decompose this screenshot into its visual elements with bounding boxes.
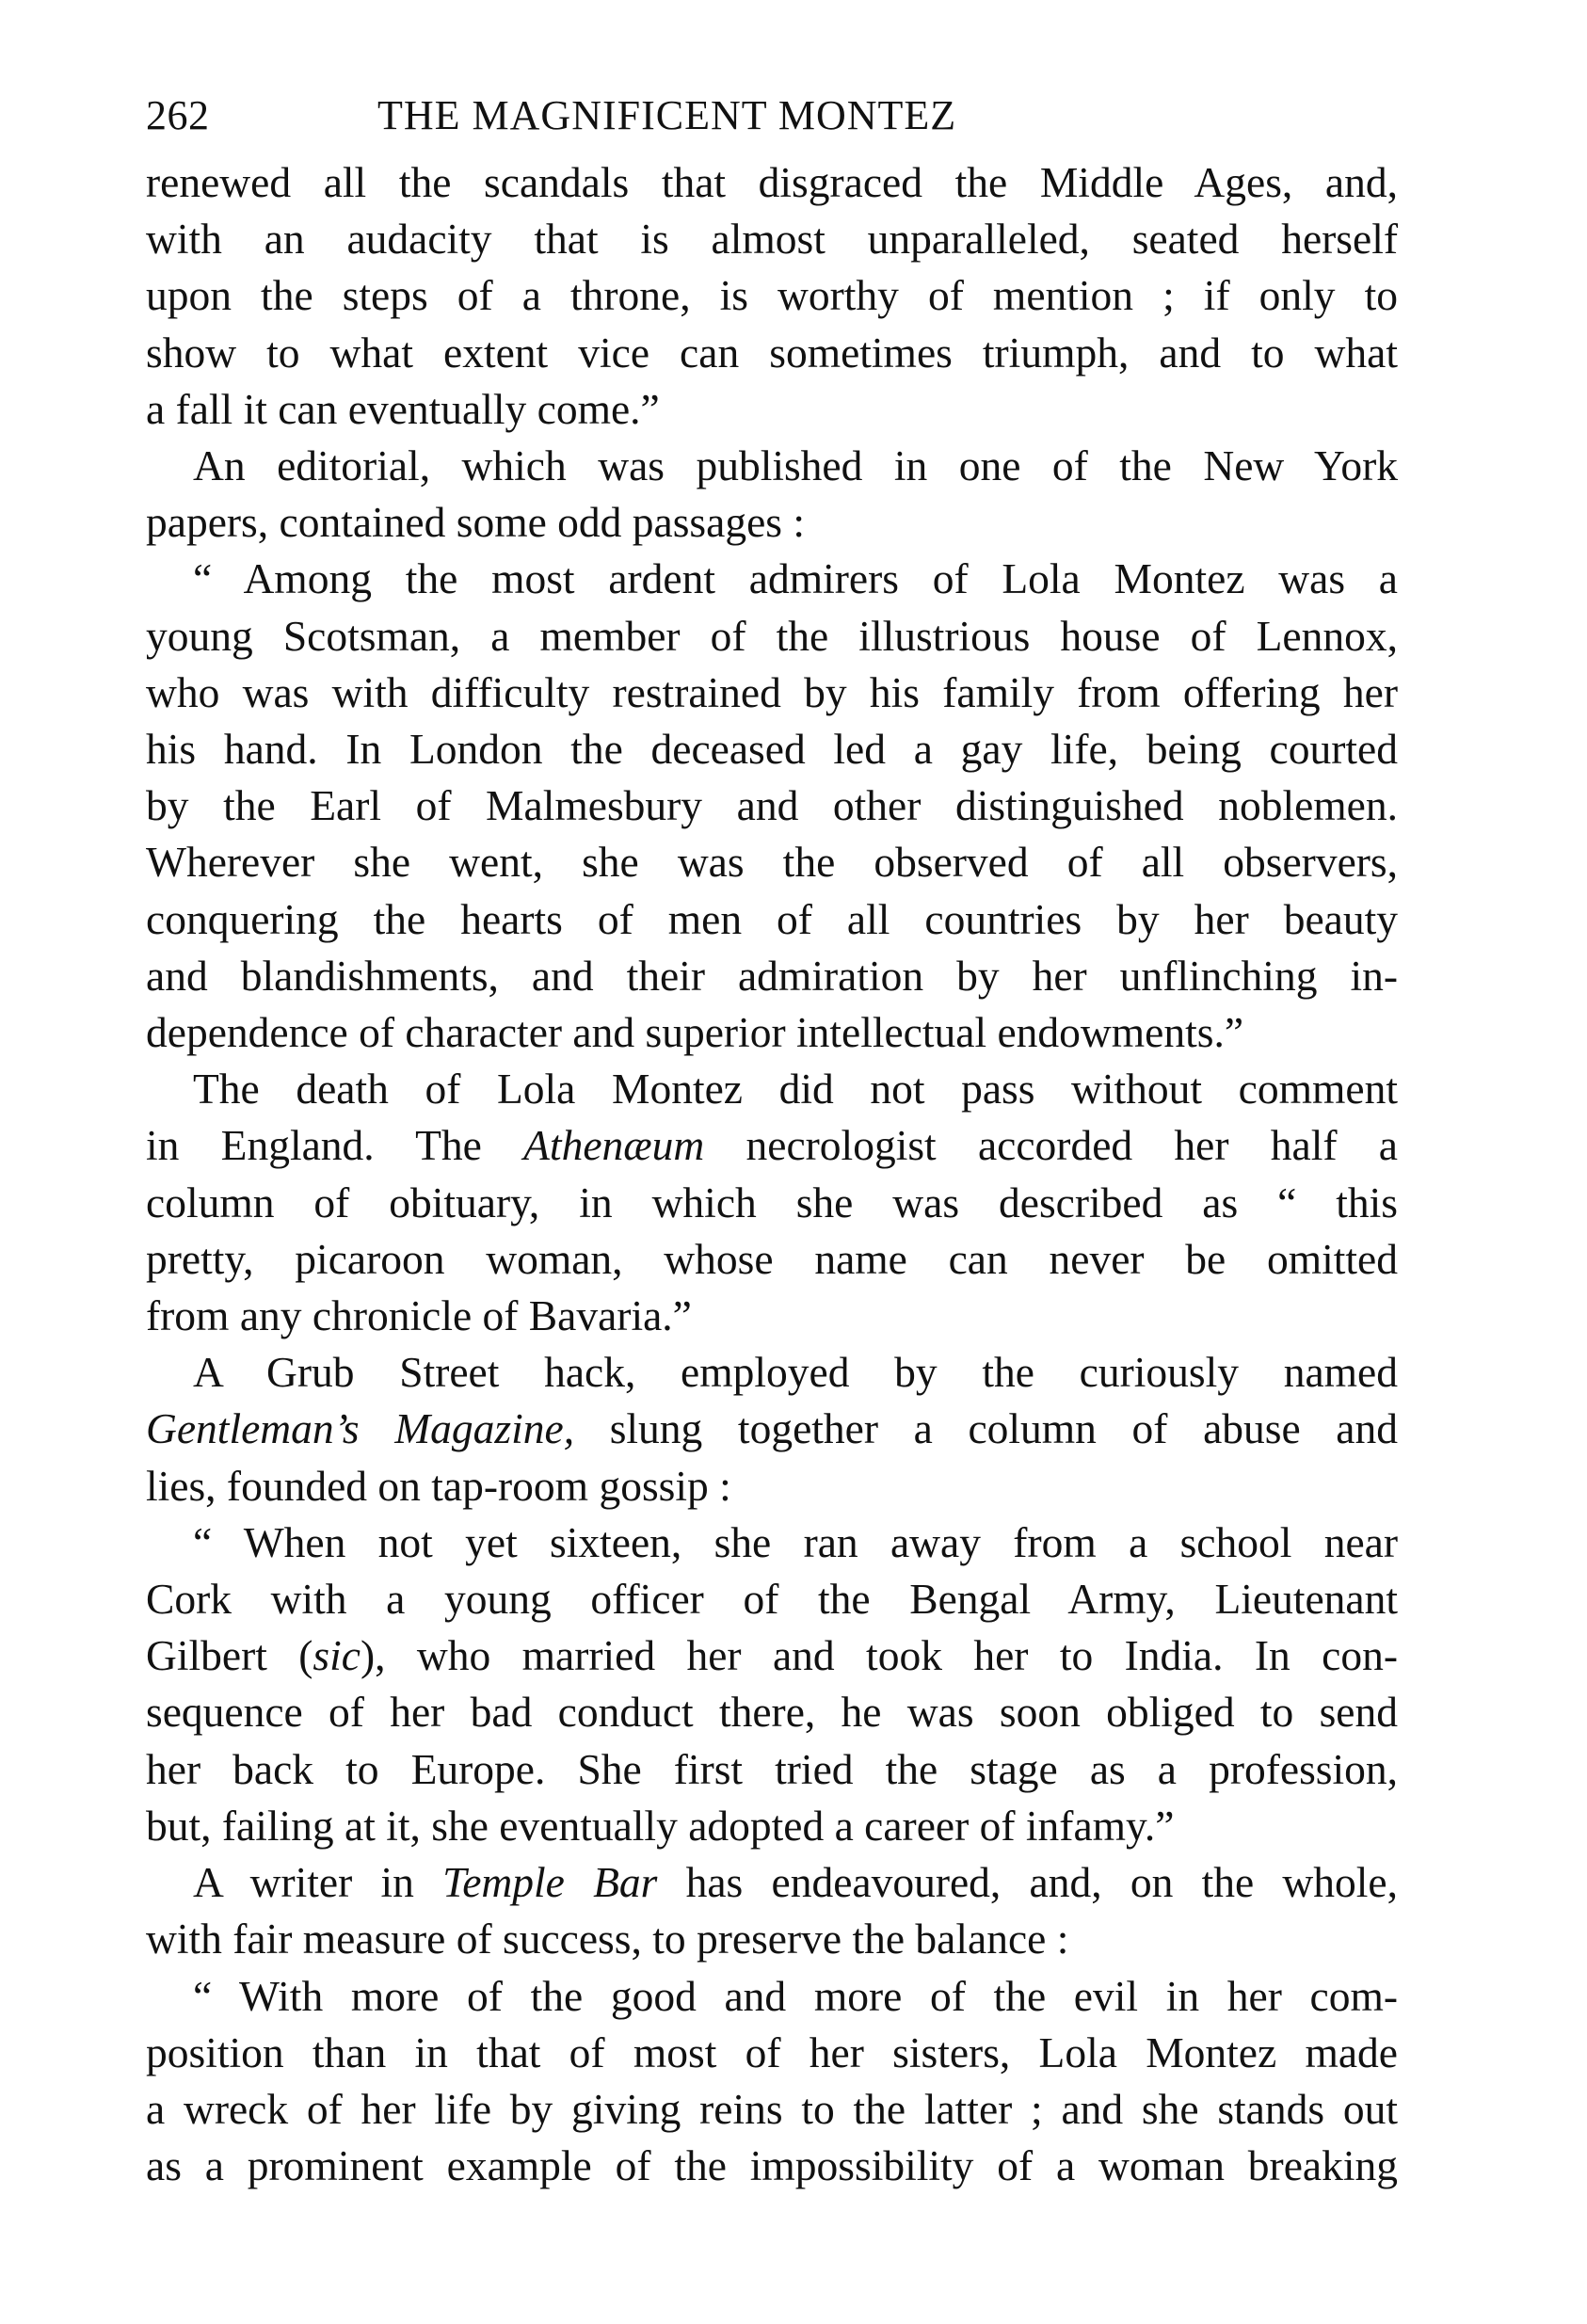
text-run: has endeavoured, and, on the whole,	[657, 1858, 1398, 1907]
text-line: Cork with a young officer of the Bengal Army, Lieutenant	[146, 1575, 1398, 1624]
text-run: A writer in	[193, 1858, 443, 1907]
text-line: Wherever she went, she was the observed of all observers,	[146, 838, 1398, 887]
text-line: a wreck of her life by giving reins to the latter ; and she stands out	[146, 2084, 1398, 2133]
text-line: his hand. In London the deceased led a gay life, being courted	[146, 725, 1398, 774]
book-page	[146, 85, 1398, 2194]
text-line: lies, founded on tap-room gossip :	[146, 1461, 731, 1510]
text-line: A Grub Street hack, employed by the curiously named	[193, 1348, 1398, 1397]
paragraph	[146, 1515, 1398, 1854]
text-run: in England. The	[146, 1121, 524, 1170]
text-line: with an audacity that is almost unparalleled, seated herself	[146, 215, 1398, 264]
text-line: sequence of her bad conduct there, he was soon obliged to send	[146, 1688, 1398, 1737]
text-line: who was with difficulty restrained by his family from offering her	[146, 667, 1398, 716]
text-run: Gilbert (	[146, 1631, 313, 1680]
text-line	[146, 1117, 1398, 1174]
text-line: her back to Europe. She first tried the stage as a profession,	[146, 1744, 1398, 1793]
running-title: THE MAGNIFICENT MONTEZ	[377, 92, 957, 138]
paragraph	[146, 154, 1398, 438]
text-line: pretty, picaroon woman, whose name can never be omitted	[146, 1234, 1398, 1283]
text-line: but, failing at it, she eventually adopted a career of infamy.”	[146, 1801, 1175, 1850]
text-line: The death of Lola Montez did not pass without comment	[193, 1065, 1398, 1114]
text-run: ), who married her and took her to India. In con-	[360, 1631, 1398, 1680]
text-line	[146, 1627, 1398, 1684]
paragraph	[146, 1854, 1398, 1967]
paragraph	[146, 1968, 1398, 2195]
paragraph	[146, 1061, 1398, 1344]
sic-italic: sic	[313, 1631, 361, 1680]
text-line: upon the steps of a throne, is worthy of mention ; if only to	[146, 271, 1398, 320]
text-run: necrologist accorded her half a	[704, 1121, 1398, 1170]
text-line: by the Earl of Malmesbury and other distinguished noblemen.	[146, 781, 1398, 830]
text-line: renewed all the scandals that disgraced the Middle Ages, and,	[146, 158, 1398, 206]
text-line: young Scotsman, a member of the illustrious house of Lennox,	[146, 611, 1398, 660]
running-head	[146, 85, 1398, 147]
text-line: An editorial, which was published in one of the New York	[193, 441, 1398, 490]
text-line: “ When not yet sixteen, she ran away from a school near	[193, 1517, 1398, 1566]
text-run: slung together a column of abuse and	[574, 1404, 1398, 1453]
text-line: with fair measure of success, to preserve the balance :	[146, 1915, 1069, 1963]
body-text	[146, 154, 1398, 2194]
text-line: dependence of character and superior intellectual endowments.”	[146, 1008, 1244, 1057]
text-line: show to what extent vice can sometimes triumph, and to what	[146, 328, 1398, 377]
text-line: as a prominent example of the impossibility of a woman breaking	[146, 2141, 1398, 2190]
text-line	[146, 1854, 1398, 1911]
text-line: a fall it can eventually come.”	[146, 384, 660, 433]
journal-title-temple-bar: Temple Bar	[442, 1858, 658, 1907]
text-line: “ With more of the good and more of the evil in her com-	[193, 1971, 1398, 2020]
text-line: conquering the hearts of men of all countries by her beauty	[146, 894, 1398, 943]
paragraph	[146, 438, 1398, 551]
paragraph	[146, 551, 1398, 1061]
text-line: column of obituary, in which she was described as “ this	[146, 1178, 1398, 1226]
page-number: 262	[146, 92, 210, 138]
paragraph	[146, 1344, 1398, 1515]
journal-title-athenaeum: Athenæum	[523, 1121, 705, 1170]
text-line: “ Among the most ardent admirers of Lola Montez was a	[193, 554, 1398, 603]
journal-title-gentlemans-magazine: Gentleman’s Magazine,	[146, 1404, 575, 1453]
text-line	[146, 1401, 1398, 1457]
text-line: papers, contained some odd passages :	[146, 498, 806, 547]
text-line: and blandishments, and their admiration by her unflinching in-	[146, 951, 1398, 1000]
text-line: from any chronicle of Bavaria.”	[146, 1291, 692, 1340]
text-line: position than in that of most of her sisters, Lola Montez made	[146, 2027, 1398, 2076]
